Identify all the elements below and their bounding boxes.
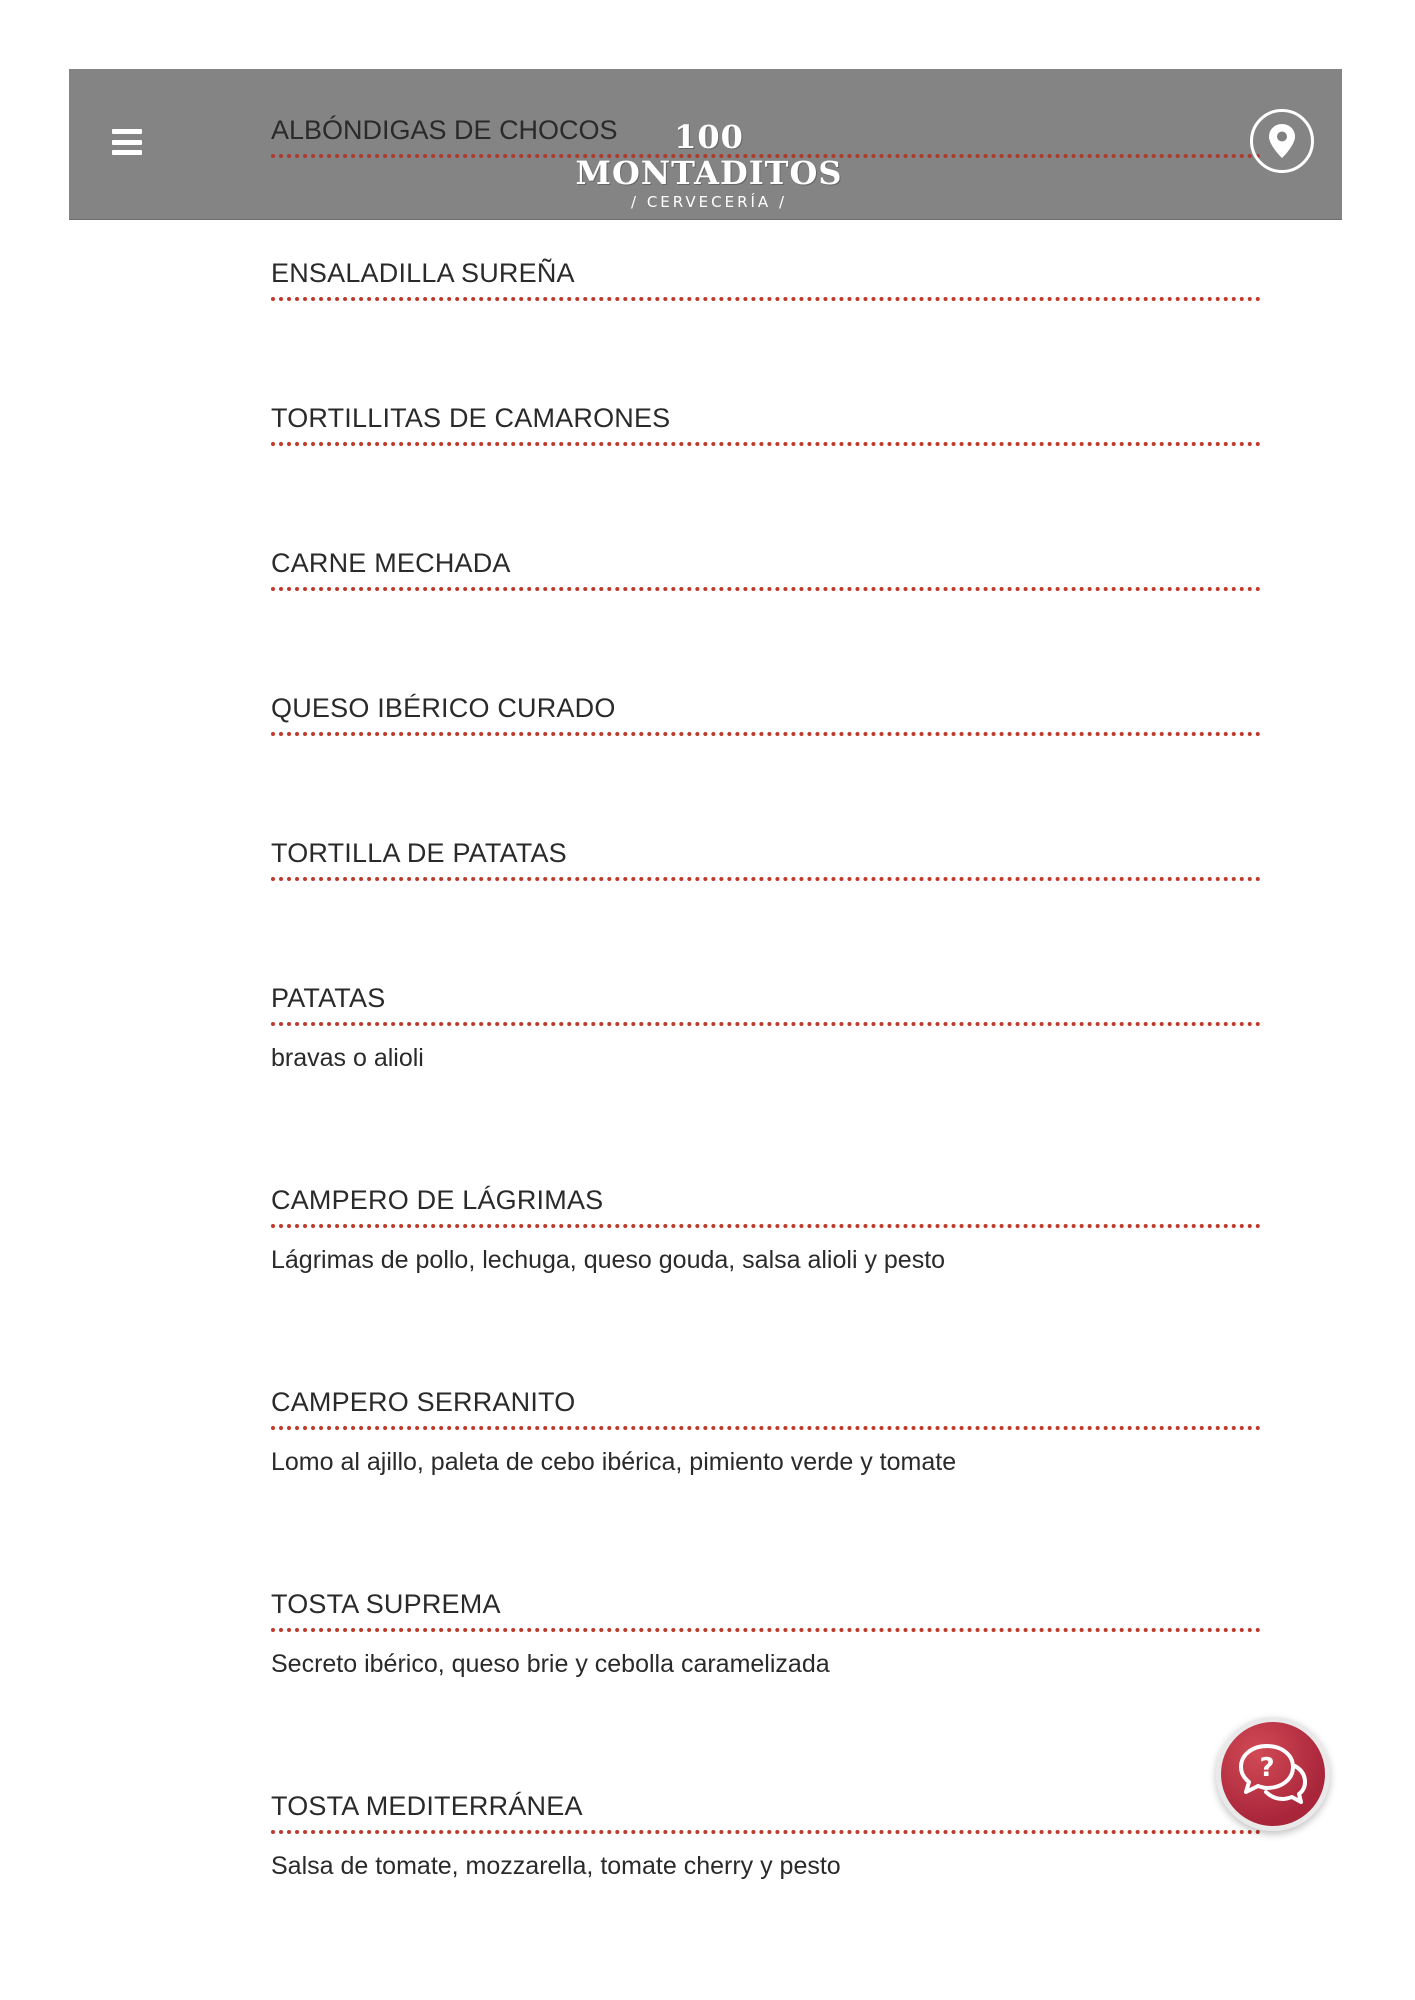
menu-item[interactable] — [271, 1387, 1261, 1477]
menu-item-description: bravas o alioli — [271, 1044, 424, 1072]
menu-item[interactable] — [271, 693, 1261, 736]
menu-item-name: TORTILLA DE PATATAS — [271, 838, 1261, 881]
menu-item[interactable] — [271, 258, 1261, 301]
menu-item-description: Salsa de tomate, mozzarella, tomate cherry y pesto — [271, 1852, 841, 1880]
menu-item-description: Lágrimas de pollo, lechuga, queso gouda, salsa alioli y pesto — [271, 1246, 946, 1274]
menu-item[interactable] — [271, 1185, 1261, 1275]
menu-item-name: TORTILLITAS DE CAMARONES — [271, 403, 1261, 446]
menu-item-name: CAMPERO DE LÁGRIMAS — [271, 1185, 1261, 1228]
menu-item[interactable] — [271, 548, 1261, 591]
menu-item-name: ALBÓNDIGAS DE CHOCOS — [271, 115, 1261, 158]
menu-item-name: ENSALADILLA SUREÑA — [271, 258, 1261, 301]
menu-item[interactable] — [271, 983, 1261, 1073]
menu-item[interactable] — [271, 403, 1261, 446]
location-button[interactable] — [1250, 109, 1314, 173]
hamburger-menu-icon[interactable] — [112, 129, 142, 155]
menu-item-name: CARNE MECHADA — [271, 548, 1261, 591]
menu-item[interactable] — [271, 1791, 1261, 1881]
logo-main-text: 100 MONTADITOS — [575, 118, 843, 192]
menu-item-name: QUESO IBÉRICO CURADO — [271, 693, 1261, 736]
menu-item-description: Secreto ibérico, queso brie y cebolla caramelizada — [271, 1650, 830, 1678]
menu-item-name: PATATAS — [271, 983, 1261, 1026]
location-pin-icon — [1268, 123, 1296, 159]
help-chat-icon — [1237, 1742, 1309, 1806]
top-header-bar — [69, 69, 1342, 220]
menu-item-name: CAMPERO SERRANITO — [271, 1387, 1261, 1430]
logo-subtitle: / CERVECERÍA / — [631, 193, 787, 211]
menu-item-name: TOSTA MEDITERRÁNEA — [271, 1791, 1261, 1834]
svg-text:?: ? — [1259, 1753, 1275, 1783]
menu-item-name: TOSTA SUPREMA — [271, 1589, 1261, 1632]
menu-item-description: Lomo al ajillo, paleta de cebo ibérica, pimiento verde y tomate — [271, 1448, 957, 1476]
brand-logo[interactable] — [559, 119, 859, 211]
menu-item[interactable] — [271, 838, 1261, 881]
menu-item[interactable] — [271, 1589, 1261, 1679]
help-chat-button[interactable] — [1216, 1717, 1330, 1831]
